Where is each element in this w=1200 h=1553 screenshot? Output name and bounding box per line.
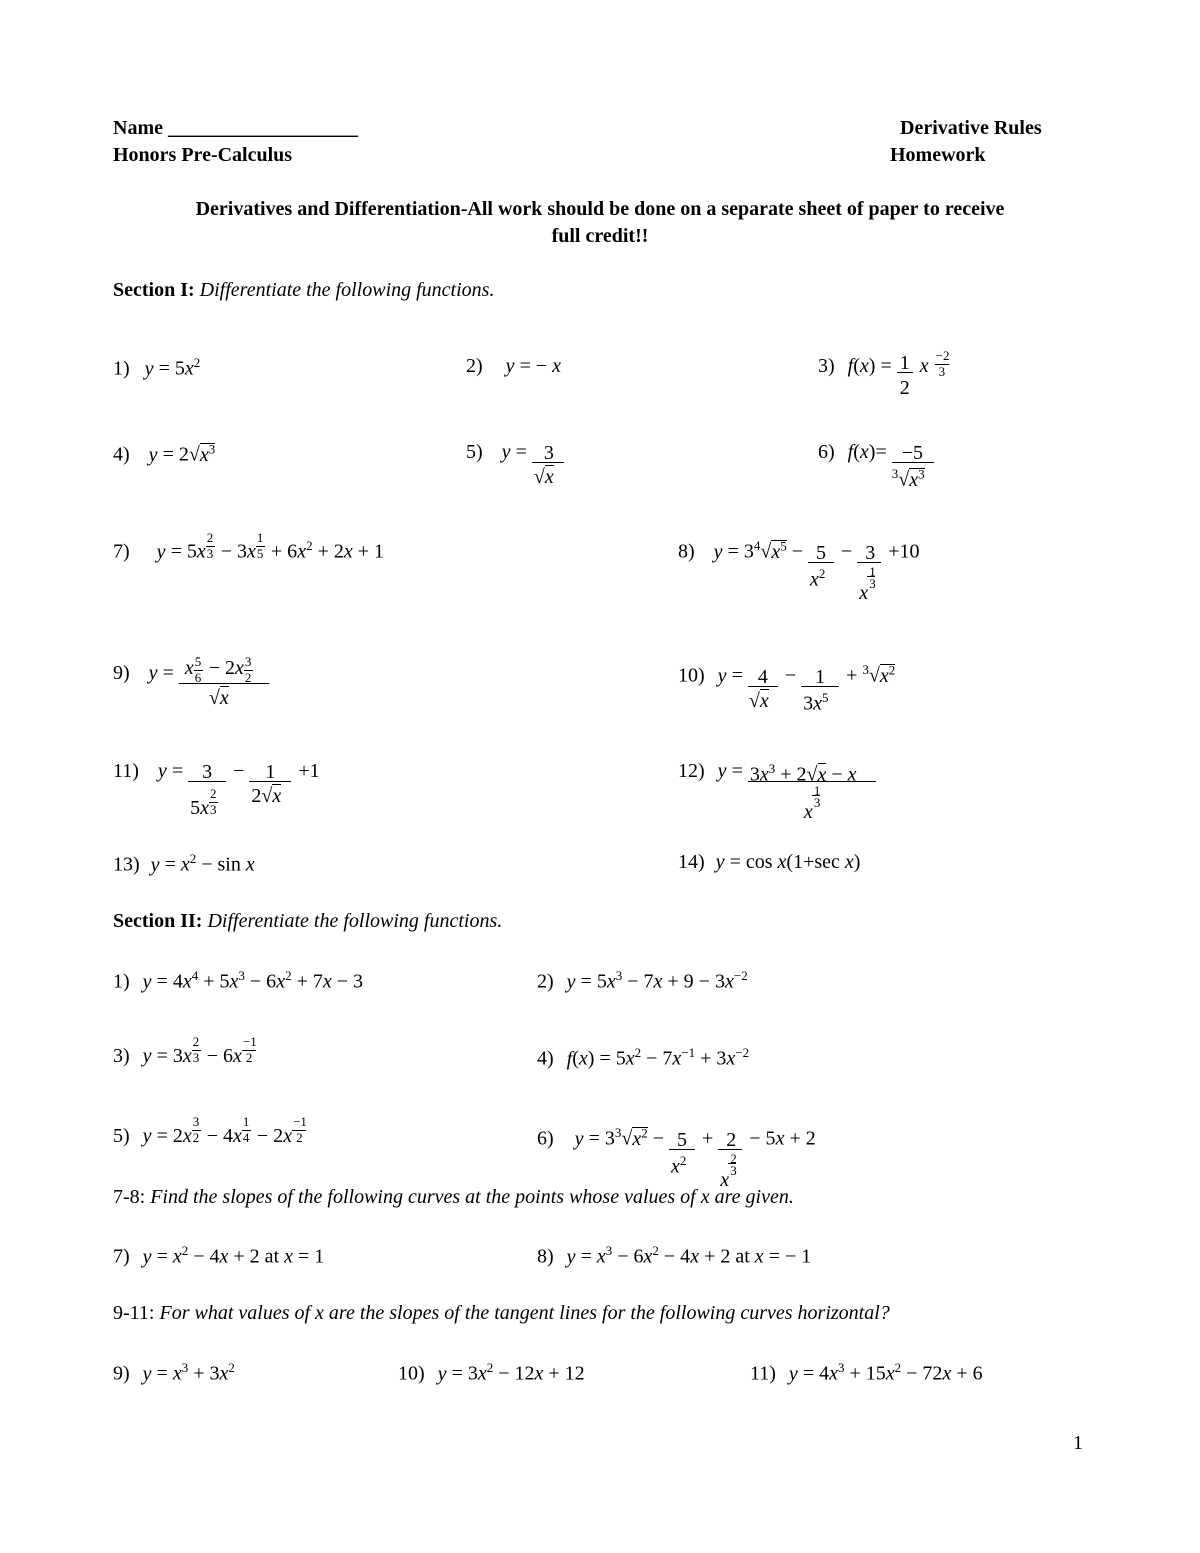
horizontal-label: 9-11: xyxy=(113,1302,155,1324)
problem-number: 6) xyxy=(537,1127,554,1150)
problem-number: 11) xyxy=(113,760,139,782)
s2-problem-9: 9) $y = x^3 + 3x^2$ xyxy=(113,1360,235,1385)
problem-number: 1) xyxy=(113,357,130,380)
worksheet-subtitle: Homework xyxy=(890,144,986,166)
problem-number: 11) xyxy=(750,1362,776,1385)
name-field-label: Name ___________________ xyxy=(113,117,358,139)
s2-problem-3: 3) y = 3x $\frac{2}{3}$ − 6x $\frac{-1}{2}$ xyxy=(113,1034,257,1067)
s2-problem-11: 11) $y = 4x^3 + 15x^2 - 72x + 6$ xyxy=(750,1360,983,1385)
s1-problem-5: 5) y = $\frac{3}{√x}$ xyxy=(466,441,566,464)
problem-number: 2) xyxy=(466,355,483,377)
horizontal-text: For what values of x are the slopes of the tangent lines for the following curves horizontal? xyxy=(159,1302,890,1324)
problem-number: 7) xyxy=(113,540,130,563)
s2-problem-8: 8) $y = x^3 - 6x^2 - 4x + 2$ at x = − 1 xyxy=(537,1243,812,1268)
section-2-text: Differentiate the following functions. xyxy=(207,910,503,932)
s1-problem-4: 4) $y = 2√x^3$ xyxy=(113,441,216,466)
s1-problem-9: 9) y = x $\frac{5}{6}$ − 2x $\frac{3}{2}$ √x xyxy=(113,662,271,685)
instructions-line-2: full credit!! xyxy=(551,225,649,247)
s1-problem-13: 13) $y = x^2 - \sin x$ xyxy=(113,851,255,876)
problem-number: 10) xyxy=(398,1362,425,1385)
problem-number: 5) xyxy=(466,441,483,463)
s2-problem-10: 10) $y = 3x^2 - 12x + 12$ xyxy=(398,1360,585,1385)
s1-problem-2: 2) y = − x xyxy=(466,355,562,377)
s1-problem-8: 8) $y = 3^4√x^5$ − $\frac{5}{x^2}$ − 3 1 3 x +10 xyxy=(678,538,920,604)
s1-problem-11: 11) y = 3 5x $\frac{2}{3}$ − $\frac{1}{2√x}$ +1 xyxy=(113,760,320,819)
s1-problem-7: 7) y = 5x $\frac{2}{3}$ − 3x $\frac{1}{5}$ + $6x^2 + 2x + 1$ xyxy=(113,529,385,563)
problem-number: 7) xyxy=(113,1245,130,1268)
s2-problem-1: 1) $y = 4x^4 + 5x^3 - 6x^2 + 7x - 3$ xyxy=(113,968,364,993)
s1-problem-14: 14) y = cos x(1+sec x) xyxy=(678,851,861,873)
problem-number: 13) xyxy=(113,853,140,876)
s1-problem-6: 6) f(x)= $\frac{-5}{^3√x^3}$ xyxy=(818,441,936,464)
problem-number: 8) xyxy=(537,1245,554,1268)
problem-number: 3) xyxy=(818,355,835,377)
worksheet-title: Derivative Rules xyxy=(900,117,1042,139)
section-2-label: Section II: xyxy=(113,910,203,932)
problem-number: 1) xyxy=(113,970,130,993)
s1-problem-12: 12) y = $3x^3 + 2√x - x$ 1 3 x xyxy=(678,760,878,783)
problem-number: 10) xyxy=(678,664,705,687)
s2-problem-4: 4) $f(x) = 5x^2 - 7x^{-1} + 3x^{-2}$ xyxy=(537,1045,750,1070)
instructions-line-1: Derivatives and Differentiation-All work should be done on a separate sheet of paper to receive xyxy=(195,198,1005,220)
problem-number: 4) xyxy=(113,443,130,466)
section-1-heading xyxy=(113,279,494,302)
s2-problem-7: 7) $y = x^2 - 4x + 2$ at x = 1 xyxy=(113,1243,325,1268)
course-name: Honors Pre-Calculus xyxy=(113,144,293,166)
problem-number: 2) xyxy=(537,970,554,993)
section-1-text: Differentiate the following functions. xyxy=(199,279,495,301)
problem-number: 8) xyxy=(678,540,695,563)
problem-number: 12) xyxy=(678,760,705,782)
problem-number: 5) xyxy=(113,1125,130,1147)
horizontal-instruction xyxy=(113,1302,890,1325)
slopes-text: Find the slopes of the following curves at the points whose values of x are given. xyxy=(150,1186,794,1208)
s1-problem-10: 10) y = $\frac{4}{√x}$ − $\frac{1}{3x^5}$ + $^3√x^2$ xyxy=(678,662,896,715)
problem-number: 9) xyxy=(113,1362,130,1385)
s1-problem-1: 1) $y = 5x^2$ xyxy=(113,355,201,380)
section-2-heading xyxy=(113,910,502,933)
s2-problem-5: 5) y = 2x $\frac{3}{2}$ − 4x $\frac{1}{4}$ − 2x $\frac{-1}{2}$ xyxy=(113,1114,307,1147)
section-1-label: Section I: xyxy=(113,279,195,301)
problem-number: 9) xyxy=(113,662,130,684)
slopes-label: 7-8: xyxy=(113,1186,146,1208)
problem-number: 6) xyxy=(818,441,835,463)
problem-number: 4) xyxy=(537,1047,554,1070)
problem-number: 14) xyxy=(678,851,705,873)
problem-number: 3) xyxy=(113,1045,130,1067)
s1-problem-3: 3) f(x) = $\frac{1}{2}$ x $\frac{-2}{3}$ xyxy=(818,348,950,399)
s2-problem-2: 2) $y = 5x^3 - 7x + 9 - 3x^{-2}$ xyxy=(537,968,748,993)
s2-problem-6: 6) $y = 3^3√x^2$ − $\frac{5}{x^2}$ + 2 2 3 x − 5x + 2 xyxy=(537,1125,816,1191)
slopes-instruction xyxy=(113,1186,794,1209)
page-number: 1 xyxy=(1073,1432,1083,1454)
